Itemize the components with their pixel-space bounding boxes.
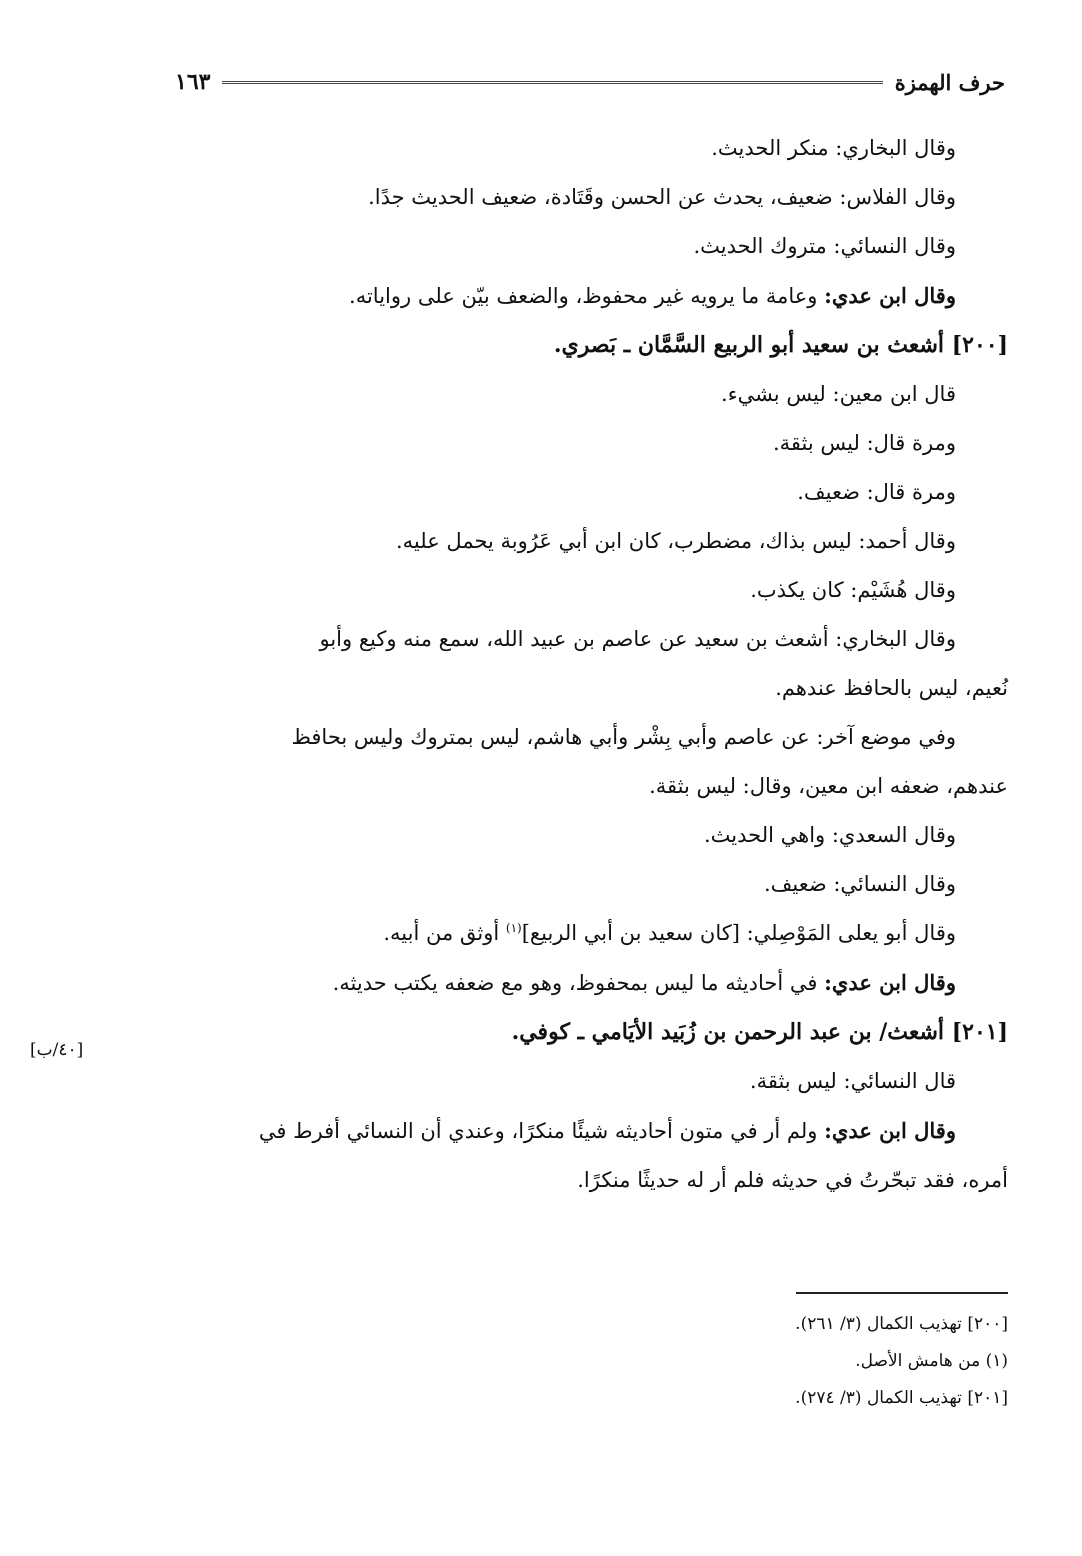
entry-heading-201: [٢٠١] أشعث/ بن عبد الرحمن بن زُبَيد الأيَامي ـ كوفي. bbox=[511, 1019, 1008, 1045]
text-line: قال ابن معين: ليس بشيء. bbox=[721, 382, 956, 406]
quote-text: أوثق من أبيه. bbox=[383, 921, 506, 945]
text-line: وقال البخاري: منكر الحديث. bbox=[711, 136, 956, 160]
text-line: وقال النسائي: ضعيف. bbox=[763, 872, 956, 896]
quote-text: في أحاديثه ما ليس بمحفوظ، وهو مع ضعفه يكتب حديثه. bbox=[332, 971, 825, 995]
text-line bbox=[138, 909, 1008, 958]
main-text bbox=[138, 124, 1008, 1205]
page-number: ١٦٣ bbox=[175, 69, 211, 95]
footnote-marker: (١) bbox=[505, 921, 522, 935]
text-line: وقال السعدي: واهي الحديث. bbox=[704, 823, 956, 847]
footnotes bbox=[138, 1306, 1008, 1417]
text-line: نُعيم، ليس بالحافظ عندهم. bbox=[775, 676, 1008, 700]
text-line: وقال أحمد: ليس بذاك، مضطرب، كان ابن أبي عَرُوبة يحمل عليه. bbox=[396, 529, 956, 553]
footnote: [٢٠٠] تهذيب الكمال (٣/ ٢٦١). bbox=[795, 1314, 1008, 1334]
text-line: وقال هُشَيْم: كان يكذب. bbox=[750, 578, 956, 602]
text-line bbox=[138, 1106, 1008, 1156]
text-line bbox=[138, 271, 1008, 321]
text-line: عندهم، ضعفه ابن معين، وقال: ليس بثقة. bbox=[649, 774, 1008, 798]
quote-text: وقال أبو يعلى المَوْصِلي: [كان سعيد بن أبي الربيع] bbox=[521, 921, 956, 945]
speaker-label: وقال ابن عدي: bbox=[824, 283, 956, 308]
text-line bbox=[138, 958, 1008, 1008]
footnote: [٢٠١] تهذيب الكمال (٣/ ٢٧٤). bbox=[795, 1388, 1008, 1408]
quote-text: ولم أر في متون أحاديثه شيئًا منكرًا، وعندي أن النسائي أفرط في bbox=[258, 1119, 825, 1143]
running-title: حرف الهمزة bbox=[894, 69, 1005, 95]
text-line: ومرة قال: ضعيف. bbox=[797, 480, 956, 504]
quote-text: وعامة ما يرويه غير محفوظ، والضعف بيّن على رواياته. bbox=[349, 284, 825, 308]
speaker-label: وقال ابن عدي: bbox=[824, 970, 956, 995]
footnote: (١) من هامش الأصل. bbox=[855, 1351, 1008, 1371]
header-rule bbox=[222, 81, 882, 84]
text-line: وقال النسائي: متروك الحديث. bbox=[693, 234, 956, 258]
entry-heading-200: [٢٠٠] أشعث بن سعيد أبو الربيع السَّمَّان ـ بَصري. bbox=[553, 332, 1008, 358]
text-line: أمره، فقد تبحّرتُ في حديثه فلم أر له حديثًا منكرًا. bbox=[577, 1168, 1008, 1192]
speaker-label: وقال ابن عدي: bbox=[824, 1118, 956, 1143]
text-line: وقال الفلاس: ضعيف، يحدث عن الحسن وقَتَادة، ضعيف الحديث جدًا. bbox=[368, 185, 956, 209]
margin-folio-note: [٤٠/ب] bbox=[30, 1040, 84, 1060]
footnote-rule bbox=[796, 1292, 1008, 1294]
text-line: وقال البخاري: أشعث بن سعيد عن عاصم بن عبيد الله، سمع منه وكيع وأبو bbox=[319, 627, 956, 651]
text-line: ومرة قال: ليس بثقة. bbox=[772, 431, 956, 455]
text-line: وفي موضع آخر: عن عاصم وأبي بِشْر وأبي هاشم، ليس بمتروك وليس بحافظ bbox=[291, 725, 956, 749]
text-line: قال النسائي: ليس بثقة. bbox=[749, 1069, 956, 1093]
running-header bbox=[175, 62, 1005, 102]
